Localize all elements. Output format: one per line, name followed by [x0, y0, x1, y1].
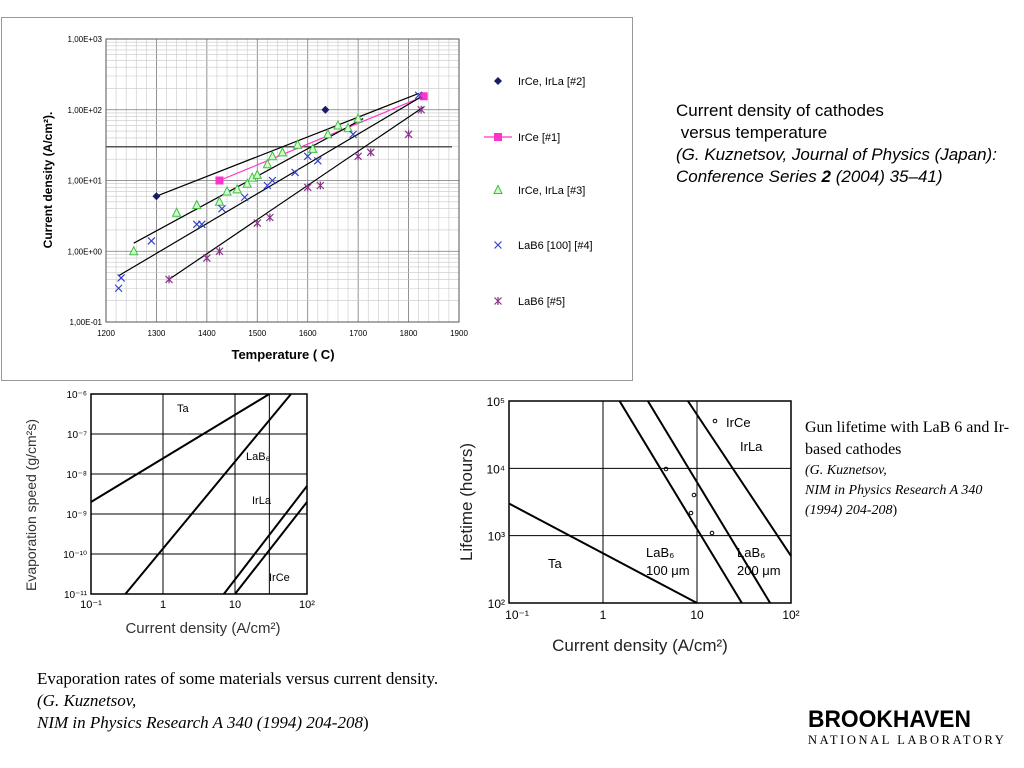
- chart3-ylabel: Lifetime (hours): [457, 442, 476, 562]
- chart2-xlabel: Current density (A/cm²): [125, 620, 281, 637]
- x-tick-label: 1700: [349, 329, 368, 338]
- legend-label: LaB6 [100] [#4]: [518, 240, 593, 252]
- series-label: LaB₆: [246, 451, 271, 463]
- chart3-xlabel: Current density (A/cm²): [552, 636, 728, 655]
- caption1-line3: (G. Kuznetsov, Journal of Physics (Japan):: [676, 145, 997, 164]
- x-tick-label: 10⁻¹: [80, 599, 102, 611]
- annotation-irla: IrLa: [740, 439, 763, 454]
- legend-label: IrCe, IrLa [#2]: [518, 76, 586, 88]
- caption1-line1: Current density of cathodes: [676, 101, 884, 120]
- x-tick-label: 10⁻¹: [505, 608, 529, 622]
- y-tick-label: 10³: [487, 529, 505, 544]
- legend-marker: [494, 133, 502, 141]
- data-mark: [689, 511, 693, 515]
- annotation-ircE: IrCe: [726, 415, 751, 430]
- x-tick-label: 10: [228, 599, 242, 611]
- chart1-xlabel: Temperature ( C): [231, 347, 335, 362]
- x-tick-label: 1300: [147, 329, 166, 338]
- x-tick-label: 10: [690, 608, 704, 622]
- legend-label: IrCe, IrLa [#3]: [518, 185, 586, 197]
- caption3-line1: Evaporation rates of some materials versus current density.: [37, 669, 439, 688]
- legend-label: LaB6 [#5]: [518, 296, 566, 308]
- logo-line2: NATIONAL LABORATORY: [808, 733, 1007, 747]
- data-mark: [713, 419, 717, 423]
- x-tick-label: 1: [159, 599, 167, 611]
- annotation-lab6-200: LaB₆: [737, 545, 766, 560]
- caption-gun-lifetime: [805, 417, 1020, 521]
- x-tick-label: 1200: [97, 329, 115, 338]
- series-label: IrCe: [269, 572, 290, 584]
- annotation-lab6-200-size: 200 μm: [737, 563, 781, 578]
- caption1-volume: 2: [821, 167, 831, 186]
- y-tick-label: 1,00E+03: [67, 35, 102, 44]
- evaporation-line: [125, 394, 291, 594]
- annotation-ta: Ta: [548, 556, 562, 571]
- y-tick-label: 1,00E+00: [67, 247, 102, 257]
- caption3-line3: [37, 712, 467, 734]
- data-point: [215, 177, 223, 185]
- data-mark: [710, 531, 714, 535]
- chart2-lines: [91, 394, 307, 594]
- chart2-series-labels: [177, 403, 290, 584]
- caption2-ref-end: ): [892, 503, 898, 518]
- x-tick-label: 1: [599, 608, 607, 622]
- chart2-grid: [91, 394, 307, 594]
- caption2-ref: NIM in Physics Research A 340 (1994) 204-208: [805, 483, 983, 518]
- chart-current-density: [0, 0, 634, 382]
- chart3-tick-labels: [486, 395, 799, 622]
- caption2-line3: [805, 481, 1020, 521]
- data-mark: [692, 493, 696, 497]
- y-tick-label: 10⁻⁶: [66, 390, 87, 401]
- x-tick-label: 10²: [782, 608, 800, 622]
- legend-label: IrCe [#1]: [518, 132, 561, 144]
- caption2-line1: Gun lifetime with LaB 6 and Ir-based cathodes: [805, 419, 1010, 458]
- chart2-frame: [91, 394, 307, 594]
- chart3-annotations: [548, 415, 781, 578]
- y-tick-label: 10⁻¹⁰: [63, 550, 87, 561]
- caption-current-density: [676, 100, 1016, 188]
- x-tick-label: 1900: [450, 329, 468, 338]
- y-tick-label: 10⁴: [486, 462, 505, 477]
- chart1-ylabel: Current density (A/cm²).: [41, 111, 55, 249]
- caption3-line2: (G. Kuznetsov,: [37, 691, 137, 710]
- chart2-ylabel: Evaporation speed (g/cm²s): [23, 419, 39, 591]
- brookhaven-logo: [808, 706, 1008, 756]
- caption1-series: Conference Series: [676, 167, 822, 186]
- caption3-ref-end: ): [362, 713, 369, 732]
- x-tick-label: 10²: [299, 599, 315, 611]
- series-label: IrLa: [252, 495, 271, 507]
- chart-evaporation: [20, 385, 320, 640]
- y-tick-label: 1,00E+01: [67, 176, 102, 186]
- y-tick-label: 1,00E-01: [69, 318, 102, 327]
- x-tick-label: 1500: [248, 329, 267, 338]
- annotation-lab6-100: LaB₆: [646, 545, 675, 560]
- x-tick-label: 1400: [197, 329, 216, 338]
- caption1-line4: [676, 166, 1016, 188]
- caption-evaporation: [37, 668, 467, 734]
- caption3-ref: NIM in Physics Research A 340 (1994) 204-208: [37, 713, 363, 732]
- series-label: Ta: [177, 403, 189, 415]
- caption1-line2: versus temperature: [676, 123, 828, 142]
- y-tick-label: 10⁵: [486, 395, 505, 409]
- y-tick-label: 1,00E+02: [67, 105, 102, 115]
- y-tick-label: 10⁻¹¹: [63, 590, 87, 601]
- x-tick-label: 1600: [298, 329, 317, 338]
- logo-line1: BROOKHAVEN: [808, 706, 971, 733]
- annotation-lab6-100-size: 100 μm: [646, 563, 690, 578]
- y-tick-label: 10⁻⁹: [66, 510, 87, 521]
- caption1-pages: (2004) 35–41): [831, 167, 943, 186]
- data-mark: [664, 467, 668, 471]
- y-tick-label: 10⁻⁸: [66, 470, 87, 481]
- y-tick-label: 10⁻⁷: [66, 430, 87, 441]
- chart-lifetime: [450, 385, 800, 665]
- caption2-line2: (G. Kuznetsov,: [805, 463, 887, 478]
- x-tick-label: 1800: [399, 329, 418, 338]
- y-tick-label: 10²: [487, 597, 505, 611]
